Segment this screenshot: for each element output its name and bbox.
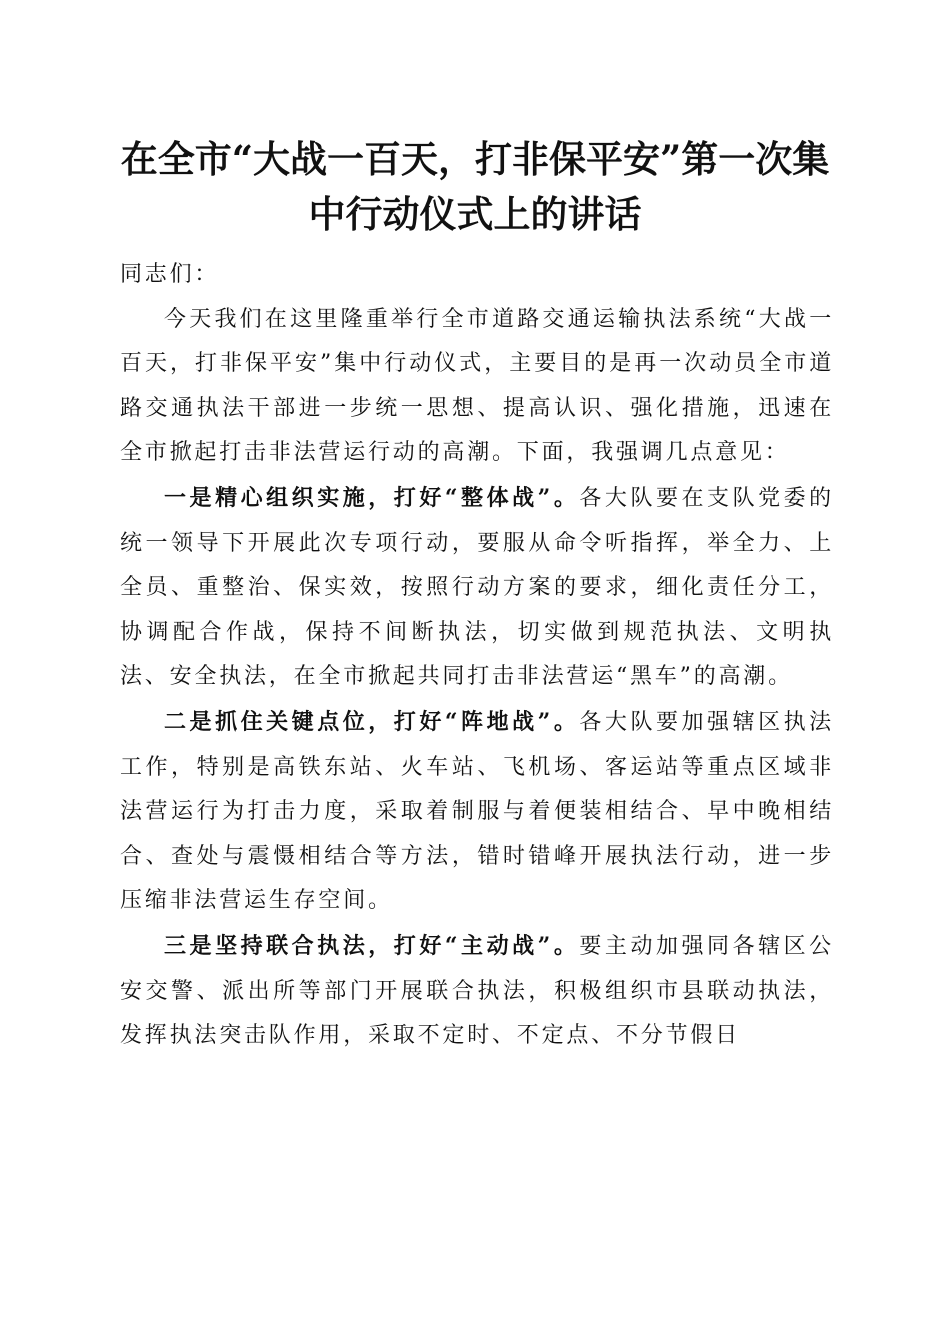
point-lead-1: 一是精心组织实施，打好“整体战”。 [164,484,580,511]
point-text-3: 要主动加强同各辖区公安交警、派出所等部门开展联合执法，积极组织市县联动执法，发挥执法突击队作用，采取不定时、不定点、不分节假日 [120,933,834,1049]
document-title [100,132,850,242]
intro-paragraph: 今天我们在这里隆重举行全市道路交通运输执法系统“大战一百天，打非保平安”集中行动仪式，主要目的是再一次动员全市道路交通执法干部进一步统一思想、提高认识、强化措施，迅速在全市掀起打击非法营运行动的高潮。下面，我强调几点意见： [120,306,834,466]
point-text-2: 各大队要加强辖区执法工作，特别是高铁东站、火车站、飞机场、客运站等重点区域非法营运行为打击力度，采取着制服与着便装相结合、早中晚相结合、查处与震慑相结合等方法，错时错峰开展执法行动，进一步压缩非法营运生存空间。 [120,709,834,914]
point-paragraph-3 [120,924,834,1059]
point-text-1: 各大队要在支队党委的统一领导下开展此次专项行动，要服从命令听指挥，举全力、上全员、重整治、保实效，按照行动方案的要求，细化责任分工，协调配合作战，保持不间断执法，切实做到规范执法、文明执法、安全执法，在全市掀起共同打击非法营运“黑车”的高潮。 [120,485,834,690]
document-body [120,253,834,1059]
point-lead-3: 三是坚持联合执法，打好“主动战”。 [164,932,580,959]
point-paragraph-1 [120,476,834,700]
title-line-2: 中行动仪式上的讲话 [308,192,642,236]
title-line-1: 在全市“大战一百天，打非保平安”第一次集 [120,137,830,181]
point-paragraph-2 [120,700,834,924]
point-lead-2: 二是抓住关键点位，打好“阵地战”。 [164,708,580,735]
salutation: 同志们： [120,262,220,287]
